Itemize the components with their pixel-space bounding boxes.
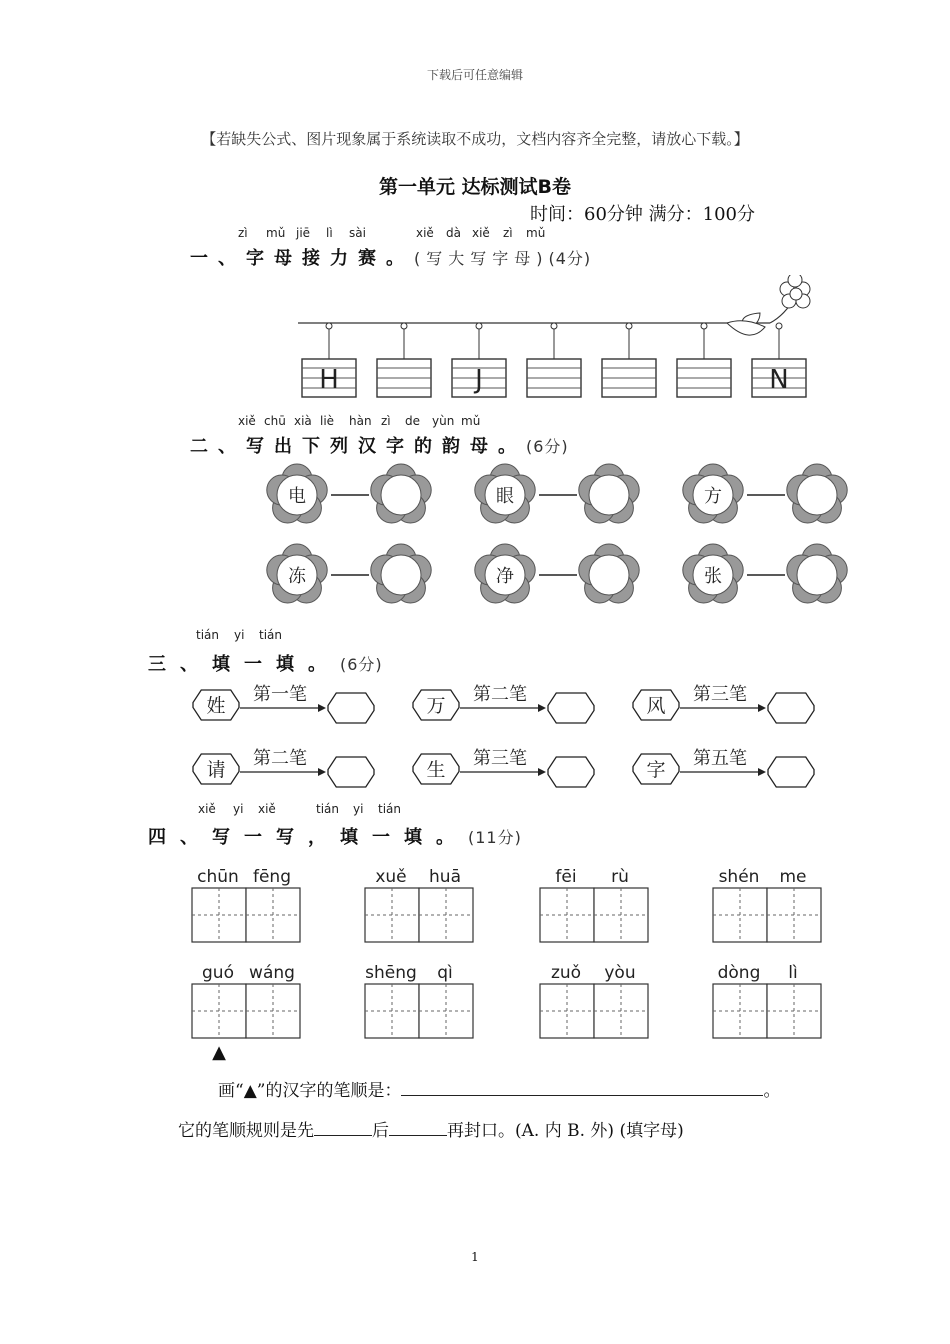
stroke-item: [193, 748, 374, 787]
grid-pinyin: fēng: [252, 867, 292, 887]
letter-text: N: [769, 365, 789, 395]
stroke-rule-question: [178, 1116, 838, 1141]
arrow-head: [318, 704, 326, 712]
section1-title: 一、字母接力赛。: [190, 248, 414, 269]
pinyin: de: [405, 414, 420, 428]
answer-flower[interactable]: [371, 544, 431, 603]
pinyin: yi: [234, 628, 245, 642]
stroke-item: [633, 684, 814, 723]
grid-pinyin: huā: [429, 867, 461, 887]
pinyin: dà: [446, 226, 461, 240]
pinyin: mǔ: [461, 414, 481, 428]
pinyin: jiē: [296, 226, 311, 240]
word-grid[interactable]: [540, 963, 648, 1038]
word-grid[interactable]: [192, 963, 300, 1038]
pinyin: hàn: [349, 414, 372, 428]
word-grid[interactable]: [713, 867, 821, 942]
grid-pinyin: lì: [788, 963, 798, 983]
q2-b: 后: [372, 1121, 389, 1141]
answer-octagon[interactable]: [548, 693, 594, 723]
q2-c: 再封口。(A. 内 B. 外) (填字母): [447, 1121, 684, 1141]
section2-heading: [190, 432, 569, 458]
header-note: 下载后可任意编辑: [426, 68, 523, 82]
letter-relay-diagram: [290, 275, 830, 405]
stroke-label: 第三笔: [473, 748, 527, 769]
stroke-item: [413, 684, 594, 723]
pinyin: liè: [320, 414, 335, 428]
stroke-char: 请: [206, 759, 226, 781]
pinyin: chū: [264, 414, 286, 428]
arrow-head: [318, 768, 326, 776]
grid-pinyin: chūn: [197, 867, 239, 887]
flower-char: 方: [704, 486, 722, 507]
pinyin: zì: [381, 414, 391, 428]
vowel-flowers: [260, 460, 860, 620]
pinyin: xiě: [258, 802, 276, 816]
time-info: 时间：60分钟 满分：100分: [530, 204, 755, 225]
answer-octagon[interactable]: [328, 693, 374, 723]
letter-box[interactable]: [677, 323, 731, 397]
first-blank[interactable]: [314, 1119, 372, 1136]
answer-flower[interactable]: [579, 544, 639, 603]
grid-pinyin: zuǒ: [550, 963, 582, 983]
section1-points: (4分): [548, 249, 592, 268]
arrow-head: [758, 768, 766, 776]
page-title: 第一单元 达标测试B卷: [378, 176, 572, 198]
pinyin: zì: [238, 226, 248, 240]
section3-points: (6分): [340, 655, 383, 674]
answer-octagon[interactable]: [768, 693, 814, 723]
flower-icon: [727, 275, 810, 335]
arrow-head: [538, 704, 546, 712]
stroke-char: 生: [426, 759, 446, 781]
character-flower: [683, 464, 743, 523]
answer-octagon[interactable]: [768, 757, 814, 787]
letter-box[interactable]: [377, 323, 431, 397]
page-number: 1: [471, 1250, 479, 1264]
stroke-char: 姓: [206, 695, 226, 717]
flower-char: 张: [704, 566, 722, 587]
section3-title: 三、填一填。: [148, 654, 340, 675]
letter-box[interactable]: [602, 323, 656, 397]
answer-flower[interactable]: [371, 464, 431, 523]
pinyin: tián: [259, 628, 282, 642]
stroke-label: 第三笔: [693, 684, 747, 705]
answer-flower[interactable]: [787, 464, 847, 523]
grid-pinyin: rù: [611, 867, 629, 887]
section4-points: (11分): [468, 828, 522, 847]
arrow-head: [538, 768, 546, 776]
word-grid[interactable]: [540, 867, 648, 942]
section2-title: 二、写出下列汉字的韵母。: [190, 436, 526, 457]
answer-octagon[interactable]: [328, 757, 374, 787]
q1-prefix: 画“▲”的汉字的笔顺是：: [218, 1081, 402, 1101]
stroke-label: 第二笔: [253, 748, 307, 769]
stroke-order-items: [180, 680, 830, 800]
stroke-label: 第一笔: [253, 684, 307, 705]
section3-heading: [148, 650, 383, 676]
q1-end: 。: [763, 1081, 781, 1101]
grid-pinyin: shēng: [365, 963, 417, 983]
word-grid[interactable]: [365, 963, 473, 1038]
stroke-item: [633, 748, 814, 787]
stroke-item: [413, 748, 594, 787]
letter-box[interactable]: [452, 323, 506, 397]
pinyin: yi: [233, 802, 244, 816]
pinyin: tián: [316, 802, 339, 816]
section2-points: (6分): [526, 437, 569, 456]
stroke-char: 字: [646, 759, 666, 781]
grid-pinyin: qì: [437, 963, 453, 983]
answer-flower[interactable]: [787, 544, 847, 603]
pinyin: mǔ: [526, 226, 546, 240]
pinyin: xiě: [238, 414, 256, 428]
flower-char: 净: [496, 566, 514, 587]
flower-char: 眼: [496, 486, 514, 507]
pinyin: sài: [349, 226, 366, 240]
triangle-marker-icon: ▲: [212, 1042, 226, 1063]
pinyin: tián: [378, 802, 401, 816]
grid-pinyin: yòu: [604, 963, 636, 983]
letter-box[interactable]: [752, 323, 806, 397]
letter-box[interactable]: [302, 323, 356, 397]
letter-box[interactable]: [527, 323, 581, 397]
pinyin: yùn: [432, 414, 455, 428]
pinyin: tián: [196, 628, 219, 642]
download-banner: 【若缺失公式、图片现象属于系统读取不成功，文档内容齐全完整，请放心下载。】: [201, 130, 749, 148]
grid-pinyin: wáng: [249, 963, 295, 983]
word-grid[interactable]: [365, 867, 473, 942]
grid-pinyin: me: [779, 867, 807, 887]
grid-pinyin: guó: [202, 963, 234, 983]
pinyin: mǔ: [266, 226, 286, 240]
letter-text: H: [319, 365, 339, 395]
stroke-label: 第二笔: [473, 684, 527, 705]
q2-a: 它的笔顺规则是先: [178, 1121, 314, 1141]
grid-pinyin: xuě: [375, 867, 407, 887]
answer-flower[interactable]: [579, 464, 639, 523]
character-flower: [683, 544, 743, 603]
second-blank[interactable]: [389, 1119, 447, 1136]
stroke-char: 风: [646, 695, 666, 717]
character-flower: [475, 544, 535, 603]
pinyin: lì: [326, 226, 333, 240]
stroke-char: 万: [426, 695, 446, 717]
stroke-item: [193, 684, 374, 723]
pinyin: xiě: [416, 226, 434, 240]
section4-heading: [148, 823, 522, 849]
character-flower: [267, 544, 327, 603]
writing-grids: [180, 855, 840, 1065]
pinyin: xià: [294, 414, 312, 428]
stroke-order-question: [218, 1076, 838, 1101]
grid-pinyin: shén: [718, 867, 760, 887]
stroke-label: 第五笔: [693, 748, 747, 769]
answer-octagon[interactable]: [548, 757, 594, 787]
pinyin: xiě: [198, 802, 216, 816]
word-grid[interactable]: [713, 963, 821, 1038]
section1-heading: [190, 244, 591, 270]
character-flower: [267, 464, 327, 523]
flower-char: 电: [288, 486, 306, 507]
pinyin: xiě: [472, 226, 490, 240]
grid-pinyin: fēi: [555, 867, 577, 887]
flower-char: 冻: [288, 566, 306, 587]
character-flower: [475, 464, 535, 523]
letter-text: J: [475, 365, 483, 395]
pinyin: yi: [353, 802, 364, 816]
word-grid[interactable]: [192, 867, 300, 942]
grid-pinyin: dòng: [717, 963, 761, 983]
section4-title: 四、写一写，填一填。: [148, 827, 468, 848]
arrow-head: [758, 704, 766, 712]
pinyin: zì: [503, 226, 513, 240]
stroke-order-answer-blank[interactable]: [401, 1079, 763, 1096]
section1-note: (写大写字母): [414, 249, 549, 268]
